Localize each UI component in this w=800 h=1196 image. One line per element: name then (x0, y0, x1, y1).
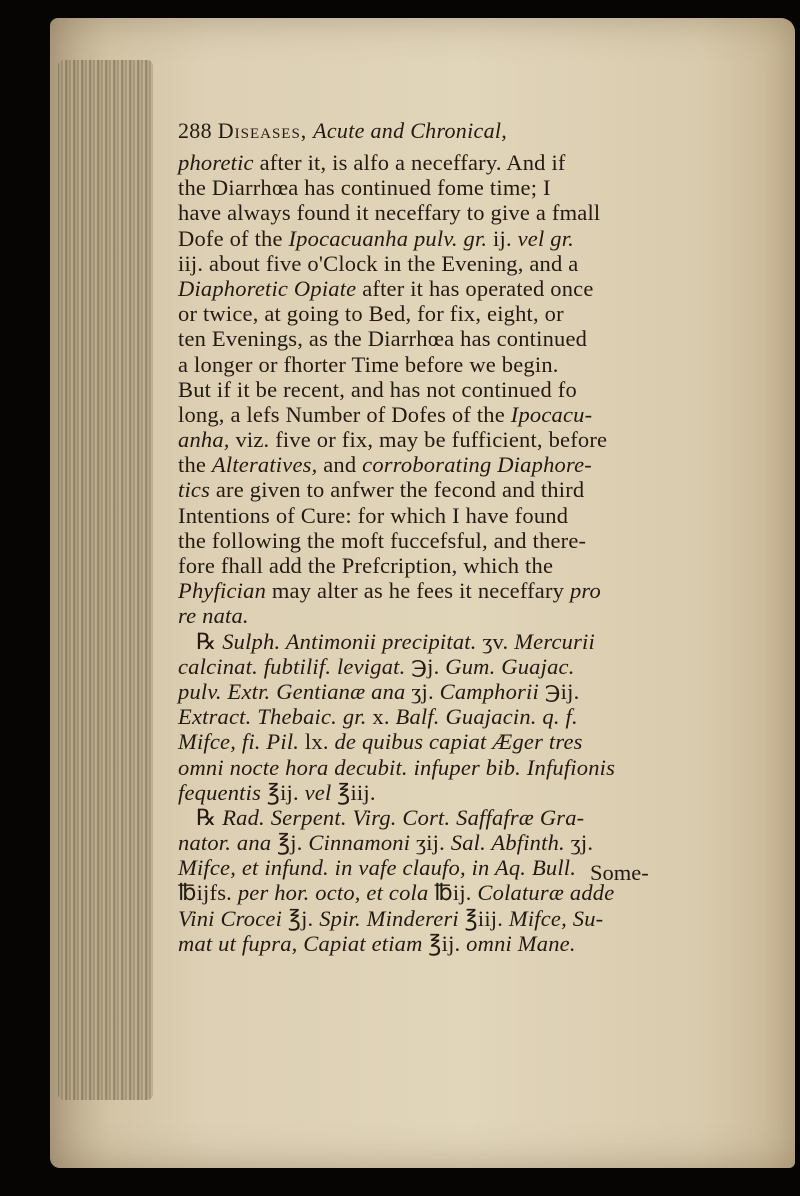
text-line (178, 553, 778, 578)
text-segment: Gum. Guajac. (445, 653, 575, 679)
text-segment: pro (569, 578, 601, 604)
text-segment: ℈ij. (538, 678, 580, 704)
text-segment: re nata. (178, 603, 249, 629)
text-segment: Ipocacu- (510, 401, 593, 427)
text-segment: vel (304, 779, 332, 805)
text-segment: per hor. octo, et cola (237, 880, 429, 906)
text-segment: after it has operated once (356, 275, 594, 301)
text-segment: ℞ (196, 628, 223, 654)
text-line (178, 906, 778, 931)
text-segment: Mifce, et infund. in vafe claufo, in Aq. Bull. (178, 855, 577, 881)
text-segment: Intentions of Cure: for which I have found (178, 502, 569, 528)
text-segment: ʒij. (410, 830, 451, 856)
text-block (178, 118, 778, 956)
header-subtitle: Acute and Chronical, (313, 118, 508, 143)
text-line (178, 402, 778, 427)
text-line (178, 805, 778, 830)
text-segment: ʒv. (476, 628, 515, 654)
text-line (178, 301, 778, 326)
text-line (178, 679, 778, 704)
text-segment: viz. five or fix, may be fufficient, before (229, 427, 608, 453)
text-line (178, 175, 778, 200)
text-segment: nator. ana (178, 830, 272, 856)
text-segment: Rad. Serpent. Virg. Cort. Saffafræ Gra- (222, 804, 585, 830)
page-number: 288 (178, 118, 212, 143)
body-text (178, 150, 778, 956)
text-segment: ℥ij. (422, 930, 467, 956)
text-segment: Sulph. Antimonii precipitat. (222, 628, 477, 654)
text-line (178, 780, 778, 805)
text-segment: tics (178, 477, 211, 503)
text-segment: pulv. Extr. Gentianæ ana (178, 678, 406, 704)
text-segment: after it, is alfo a neceffary. And if (253, 150, 566, 175)
text-line (178, 578, 778, 603)
text-segment: and (317, 452, 363, 478)
text-line (178, 528, 778, 553)
text-segment: ℥j. (282, 905, 320, 931)
text-segment: vel gr. (517, 225, 575, 251)
text-line (178, 251, 778, 276)
text-segment: ℞ (196, 804, 223, 830)
text-segment: Cinnamoni (308, 830, 411, 856)
text-segment: iij. about five o'Clock in the Evening, and a (178, 250, 579, 276)
text-segment: de quibus capiat Æger tres (334, 729, 583, 755)
text-segment: a longer or fhorter Time before we begin. (178, 351, 559, 377)
page-edges (58, 60, 153, 1100)
text-segment: Phyfician (178, 578, 267, 604)
running-header (178, 118, 778, 150)
text-line (178, 326, 778, 351)
text-segment: Vini Crocei (178, 905, 283, 931)
text-segment: the following the moft fuccefsful, and there- (178, 527, 587, 553)
text-line (178, 880, 778, 905)
text-segment: x. (366, 704, 396, 730)
text-segment: corroborating Diaphore- (362, 452, 592, 478)
text-segment: omni Mane. (466, 930, 576, 956)
text-segment: Diaphoretic Opiate (178, 275, 357, 301)
text-line (178, 931, 778, 956)
text-segment: omni nocte hora decubit. infuper bib. Infufionis (178, 754, 616, 780)
text-segment: ʒj. (405, 678, 440, 704)
text-segment: mat ut fupra, Capiat etiam (178, 930, 423, 956)
text-segment: ℥ij. (261, 779, 305, 805)
text-segment: Sal. Abfinth. (450, 830, 565, 856)
text-line (178, 427, 778, 452)
text-segment: Dofe of the (178, 225, 289, 251)
catchword: Some- (590, 860, 649, 885)
text-segment: anha, (178, 427, 230, 453)
text-segment: ij. (487, 225, 518, 251)
text-line (178, 603, 778, 628)
text-segment: fequentis (178, 779, 262, 805)
text-segment: long, a lefs Number of Dofes of the (178, 401, 511, 427)
text-line (178, 150, 778, 175)
text-segment: lx. (299, 729, 335, 755)
header-title: Diseases, (217, 118, 308, 143)
text-line (178, 704, 778, 729)
text-segment: ʒj. (564, 830, 594, 856)
text-line (178, 200, 778, 225)
text-segment: Mifce, Su- (508, 905, 604, 931)
text-segment: calcinat. fubtilif. levigat. (178, 653, 406, 679)
text-segment: ℥iij. (458, 905, 509, 931)
text-segment: ℔ijfs. (178, 880, 238, 906)
text-segment: Camphorii (439, 678, 539, 704)
text-line (178, 830, 778, 855)
text-segment: ℔ij. (428, 880, 478, 906)
text-segment: have always found it neceffary to give a fmall (178, 200, 601, 226)
text-segment: the (178, 452, 212, 478)
text-segment: Extract. Thebaic. gr. (178, 704, 367, 730)
text-segment: the Diarrhœa has continued fome time; I (178, 175, 551, 201)
text-line (178, 352, 778, 377)
text-line (178, 276, 778, 301)
text-segment: Spir. Mindereri (319, 905, 459, 931)
text-line (178, 503, 778, 528)
text-line (178, 226, 778, 251)
text-segment: But if it be recent, and has not continued fo (178, 376, 577, 402)
text-segment: ℥j. (271, 830, 309, 856)
text-segment: ℈j. (405, 653, 446, 679)
text-segment: Alteratives, (211, 452, 318, 478)
text-segment: Mercurii (514, 628, 595, 654)
text-segment: may alter as he fees it neceffary (266, 578, 570, 604)
text-segment: Ipocacuanha pulv. gr. (288, 225, 488, 251)
text-segment: fore fhall add the Prefcription, which the (178, 553, 554, 578)
text-line (178, 654, 778, 679)
text-segment: are given to anfwer the fecond and third (210, 477, 585, 503)
text-segment: phoretic (178, 150, 254, 175)
text-segment: ℥iij. (331, 779, 376, 805)
text-line (178, 452, 778, 477)
text-line (178, 729, 778, 754)
text-line (178, 755, 778, 780)
text-segment: ten Evenings, as the Diarrhœa has continued (178, 326, 588, 352)
text-line (178, 377, 778, 402)
text-line (178, 855, 778, 880)
text-segment: Colaturæ adde (477, 880, 615, 906)
text-line (178, 629, 778, 654)
text-segment: Balf. Guajacin. q. f. (395, 704, 578, 730)
text-segment: Mifce, fi. Pil. (178, 729, 300, 755)
text-segment: or twice, at going to Bed, for fix, eight, or (178, 301, 564, 327)
text-line (178, 477, 778, 502)
